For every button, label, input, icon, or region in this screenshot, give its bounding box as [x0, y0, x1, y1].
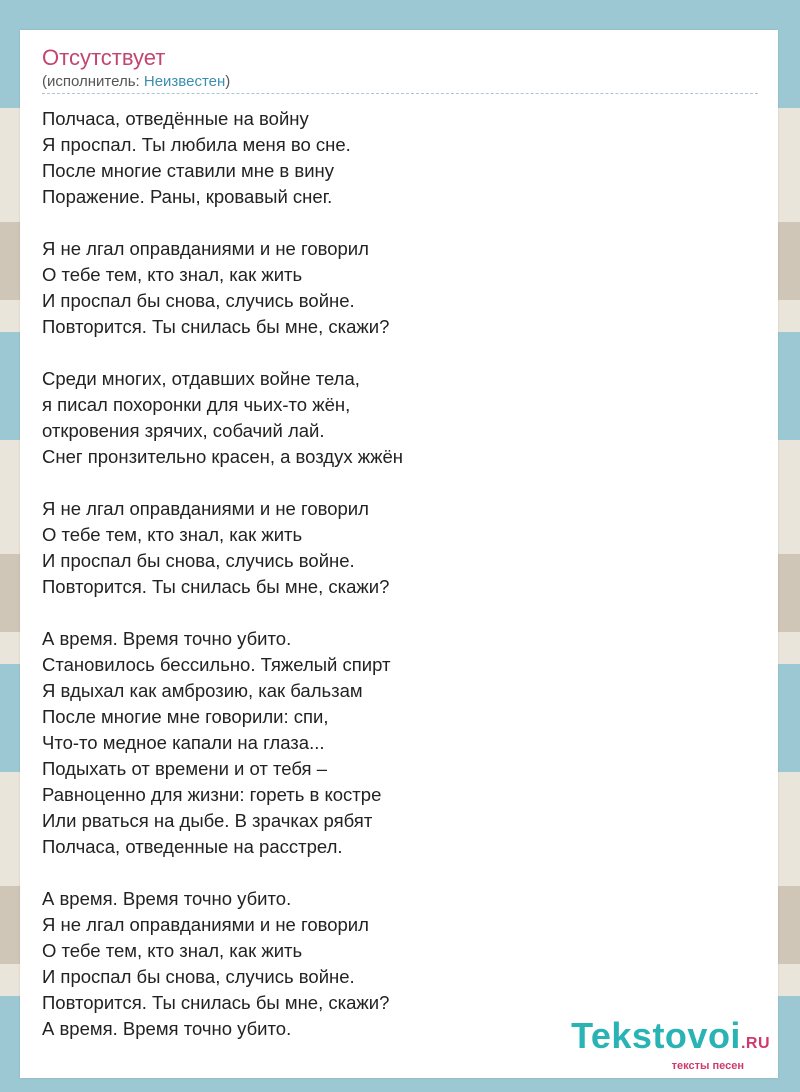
- artist-prefix: (исполнитель:: [42, 73, 144, 90]
- lyrics-line: Я вдыхал как амброзию, как бальзам: [42, 680, 363, 701]
- artist-link[interactable]: Неизвестен: [143, 73, 226, 90]
- lyrics-line: Поражение. Раны, кровавый снег.: [42, 186, 333, 207]
- lyrics-line: После многие мне говорили: спи,: [42, 706, 329, 727]
- lyrics-line: А время. Время точно убито.: [42, 888, 292, 909]
- lyrics-line: [42, 600, 762, 626]
- artist-line: [42, 72, 230, 92]
- artist-suffix: ): [225, 73, 231, 90]
- lyrics-line: И проспал бы снова, случись войне.: [42, 290, 355, 311]
- lyrics-line: [42, 340, 762, 366]
- site-logo[interactable]: [571, 1015, 770, 1072]
- lyrics-line: Повторится. Ты снилась бы мне, скажи?: [42, 316, 390, 337]
- lyrics-line: [42, 860, 762, 886]
- lyrics-line: [42, 470, 762, 496]
- lyrics-line: откровения зрячих, собачий лай.: [42, 420, 325, 441]
- lyrics-line: Снег пронзительно красен, а воздух жжён: [42, 446, 404, 467]
- lyrics-line: [42, 210, 762, 236]
- lyrics-line: Повторится. Ты снилась бы мне, скажи?: [42, 576, 390, 597]
- lyrics-line: Я не лгал оправданиями и не говорил: [42, 498, 369, 519]
- title-divider: [42, 93, 758, 94]
- lyrics-line: Что-то медное капали на глаза...: [42, 732, 325, 753]
- lyrics-line: И проспал бы снова, случись войне.: [42, 966, 355, 987]
- lyrics-line: Я не лгал оправданиями и не говорил: [42, 914, 369, 935]
- lyrics-line: Среди многих, отдавших войне тела,: [42, 368, 360, 389]
- lyrics-card: [20, 30, 778, 1078]
- song-title: Отсутствует: [42, 45, 166, 70]
- lyrics-line: я писал похоронки для чьих-то жён,: [42, 394, 351, 415]
- lyrics-line: Полчаса, отведенные на расстрел.: [42, 836, 343, 857]
- lyrics-line: Становилось бессильно. Тяжелый спирт: [42, 654, 391, 675]
- lyrics-line: О тебе тем, кто знал, как жить: [42, 940, 303, 961]
- lyrics-line: Повторится. Ты снилась бы мне, скажи?: [42, 992, 390, 1013]
- lyrics-line: Или рваться на дыбе. В зрачках рябят: [42, 810, 373, 831]
- lyrics-line: Я проспал. Ты любила меня во сне.: [42, 134, 351, 155]
- logo-wordmark: Tekstovoi: [571, 1015, 741, 1056]
- lyrics-line: Полчаса, отведённые на войну: [42, 108, 309, 129]
- lyrics-line: После многие ставили мне в вину: [42, 160, 334, 181]
- logo-tagline: тексты песен: [671, 1060, 744, 1072]
- lyrics-line: И проспал бы снова, случись войне.: [42, 550, 355, 571]
- lyrics-line: Равноценно для жизни: гореть в костре: [42, 784, 382, 805]
- logo-tld: .RU: [740, 1035, 770, 1052]
- lyrics-text: [42, 106, 762, 1042]
- lyrics-line: Подыхать от времени и от тебя –: [42, 758, 327, 779]
- lyrics-line: О тебе тем, кто знал, как жить: [42, 264, 303, 285]
- lyrics-line: А время. Время точно убито.: [42, 628, 292, 649]
- lyrics-line: Я не лгал оправданиями и не говорил: [42, 238, 369, 259]
- lyrics-line: О тебе тем, кто знал, как жить: [42, 524, 303, 545]
- lyrics-line: А время. Время точно убито.: [42, 1018, 292, 1039]
